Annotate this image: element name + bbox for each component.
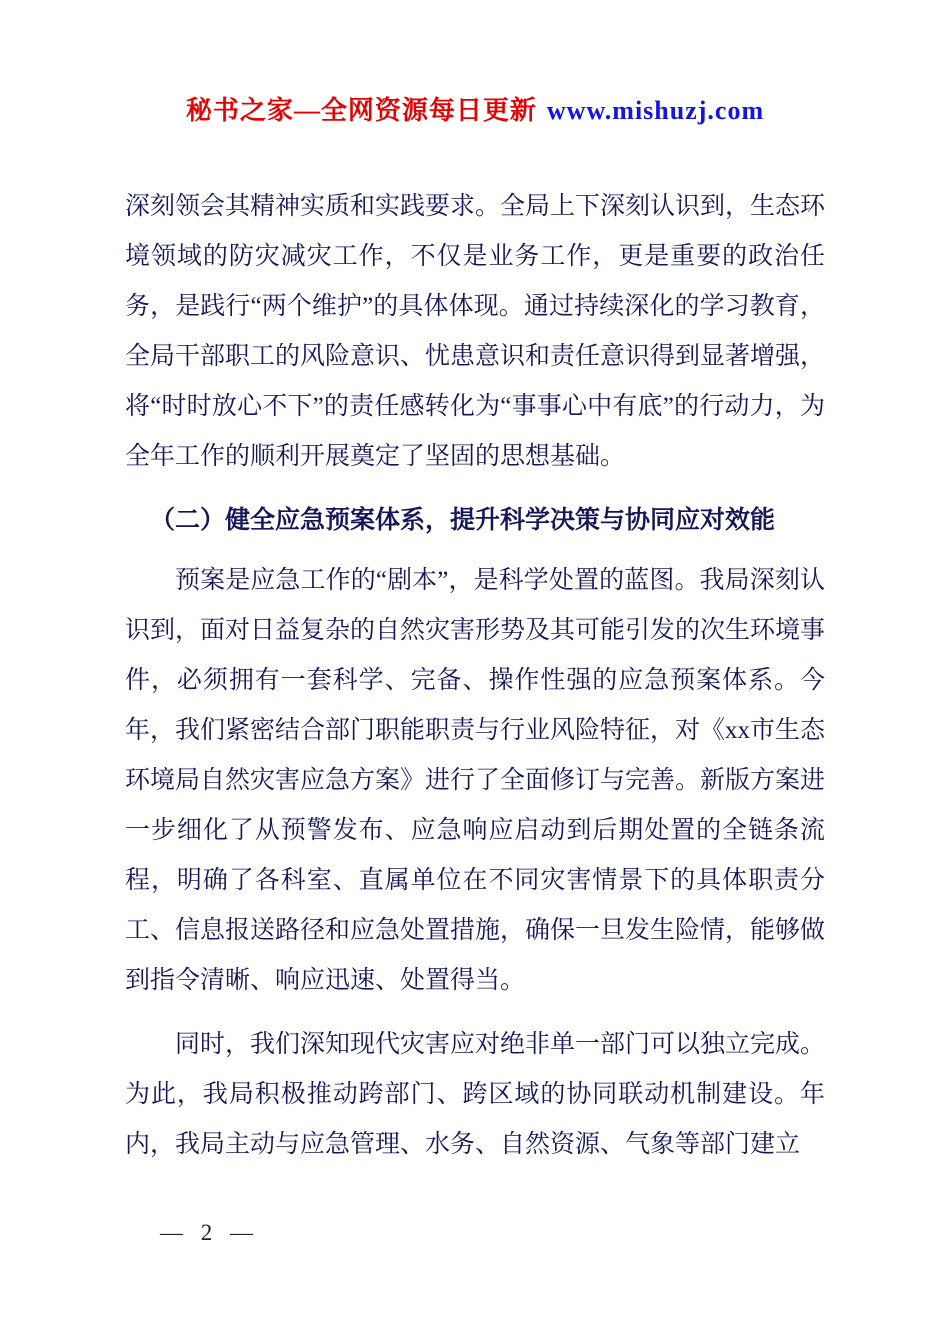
document-header (0, 0, 950, 127)
page-number: — 2 — (160, 1220, 259, 1245)
document-body (125, 182, 825, 1170)
site-tagline: —全网资源每日更新 (293, 96, 537, 125)
paragraph: 深刻领会其精神实质和实践要求。全局上下深刻认识到，生态环境领域的防灾减灾工作，不仅是业务工作，更是重要的政治任务，是践行“两个维护”的具体体现。通过持续深化的学习教育，全局干部职工的风险意识、忧患意识和责任意识得到显著增强，将“时时放心不下”的责任感转化为“事事心中有底”的行动力，为全年工作的顺利开展奠定了坚固的思想基础。 (125, 193, 826, 470)
site-name: 秘书之家 (185, 96, 294, 125)
paragraph: 同时，我们深知现代灾害应对绝非单一部门可以独立完成。为此，我局积极推动跨部门、跨区域的协同联动机制建设。年内，我局主动与应急管理、水务、自然资源、气象等部门建立 (125, 1031, 826, 1158)
paragraph: 预案是应急工作的“剧本”，是科学处置的蓝图。我局深刻认识到，面对日益复杂的自然灾害形势及其可能引发的次生环境事件，必须拥有一套科学、完备、操作性强的应急预案体系。今年，我们紧密结合部门职能职责与行业风险特征，对《xx市生态环境局自然灾害应急方案》进行了全面修订与完善。新版方案进一步细化了从预警发布、应急响应启动到后期处置的全链条流程，明确了各科室、直属单位在不同灾害情景下的具体职责分工、信息报送路径和应急处置措施，确保一旦发生险情，能够做到指令清晰、响应迅速、处置得当。 (125, 567, 826, 994)
section-heading: （二）健全应急预案体系，提升科学决策与协同应对效能 (150, 507, 776, 534)
site-url: www.mishuzj.com (546, 96, 765, 125)
